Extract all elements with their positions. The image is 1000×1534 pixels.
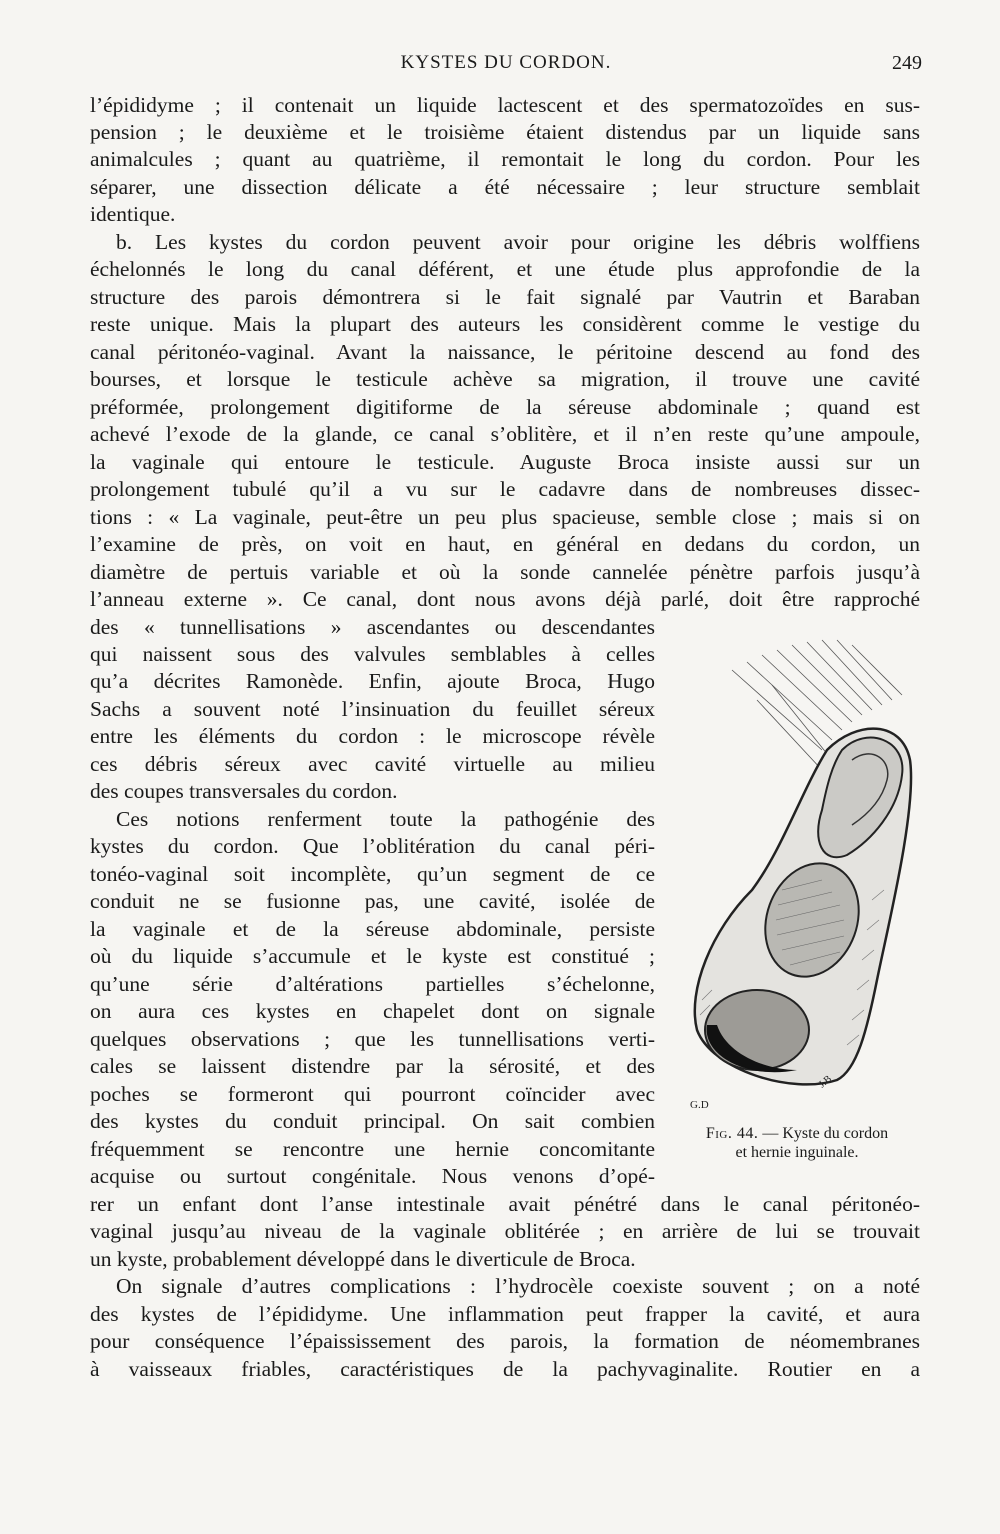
text-line: achevé l’exode de la glande, ce canal s’oblitère, et il n’en reste qu’une ampoule, — [90, 422, 920, 446]
text-line: entre les éléments du cordon : le microscope révèle — [90, 724, 655, 748]
text-line: préformée, prolongement digitiforme de la séreuse abdominale ; quand est — [90, 395, 920, 419]
text-line: qui naissent sous des valvules semblables à celles — [90, 642, 655, 666]
page-number: 249 — [892, 52, 922, 74]
text-line: un kyste, probablement développé dans le diverticule de Broca. — [90, 1247, 636, 1271]
text-line: pour conséquence l’épaississement des parois, la formation de néomembranes — [90, 1329, 920, 1353]
text-line: animalcules ; quant au quatrième, il remontait le long du cordon. Pour les — [90, 147, 920, 171]
text-line: fréquemment se rencontre une hernie concomitante — [90, 1137, 655, 1161]
text-line: Ces notions renferment toute la pathogénie des — [116, 807, 655, 831]
running-header — [90, 52, 922, 82]
text-line: kystes du cordon. Que l’oblitération du canal péri- — [90, 834, 655, 858]
text-line: des kystes du conduit principal. On sait combien — [90, 1109, 655, 1133]
text-line: pension ; le deuxième et le troisième étaient distendus par un liquide sans — [90, 120, 920, 144]
cyst-hernia-illustration — [672, 600, 922, 1111]
signature-right: J.B — [816, 1073, 834, 1091]
text-line: échelonnés le long du canal déférent, et une étude plus approfondie de la — [90, 257, 920, 281]
figure-caption — [672, 1124, 922, 1162]
text-line: vaginal jusqu’au niveau de la vaginale oblitérée ; en arrière de lui se trouvait — [90, 1219, 920, 1243]
text-line: identique. — [90, 202, 176, 226]
text-line: la vaginale qui entoure le testicule. Auguste Broca insiste aussi sur un — [90, 450, 920, 474]
caption-text-1: — Kyste du cordon — [758, 1125, 889, 1142]
text-line: séparer, une dissection délicate a été nécessaire ; leur structure semblait — [90, 175, 920, 199]
text-line: canal péritonéo-vaginal. Avant la naissance, le péritoine descend au fond des — [90, 340, 920, 364]
text-line: des coupes transversales du cordon. — [90, 779, 398, 803]
text-line: b. Les kystes du cordon peuvent avoir pour origine les débris wolffiens — [116, 230, 920, 254]
text-line: on aura ces kystes en chapelet dont on signale — [90, 999, 655, 1023]
caption-label: Fig. 44. — [705, 1125, 759, 1142]
text-line: tonéo-vaginal soit incomplète, qu’un segment de ce — [90, 862, 655, 886]
caption-line-1 — [672, 1124, 922, 1143]
text-line: bourses, et lorsque le testicule achève sa migration, il trouve une cavité — [90, 367, 920, 391]
text-line: la vaginale et de la séreuse abdominale, persiste — [90, 917, 655, 941]
text-line: structure des parois démontrera si le fait signalé par Vautrin et Baraban — [90, 285, 920, 309]
text-line: Sachs a souvent noté l’insinuation du feuillet séreux — [90, 697, 655, 721]
text-line: poches se formeront qui pourront coïncider avec — [90, 1082, 655, 1106]
signature-left: G.D — [690, 1099, 709, 1111]
text-line: tions : « La vaginale, peut-être un peu plus spacieuse, semble close ; mais si on — [90, 505, 920, 529]
text-line: reste unique. Mais la plupart des auteurs les considèrent comme le vestige du — [90, 312, 920, 336]
anatomical-figure — [672, 600, 922, 1111]
text-line: acquise ou surtout congénitale. Nous venons d’opé- — [90, 1164, 655, 1188]
text-line: à vaisseaux friables, caractéristiques de la pachyvaginalite. Routier en a — [90, 1357, 920, 1381]
caption-line-2: et hernie inguinale. — [735, 1144, 859, 1161]
text-line: l’anneau externe ». Ce canal, dont nous avons déjà parlé, doit être rapproché — [90, 587, 920, 611]
text-line: On signale d’autres complications : l’hydrocèle coexiste souvent ; on a noté — [116, 1274, 920, 1298]
running-title: KYSTES DU CORDON. — [400, 52, 612, 73]
testicle — [705, 990, 809, 1070]
text-line: ces débris séreux avec cavité virtuelle au milieu — [90, 752, 655, 776]
text-line: l’épididyme ; il contenait un liquide lactescent et des spermatozoïdes en sus- — [90, 93, 920, 117]
text-line: qu’une série d’altérations partielles s’échelonne, — [90, 972, 655, 996]
text-line: cales se laissent distendre par la sérosité, et des — [90, 1054, 655, 1078]
text-line: conduit ne se fusionne pas, une cavité, isolée de — [90, 889, 655, 913]
text-line: qu’a décrites Ramonède. Enfin, ajoute Broca, Hugo — [90, 669, 655, 693]
text-line: des kystes de l’épididyme. Une inflammation peut frapper la cavité, et aura — [90, 1302, 920, 1326]
text-line: quelques observations ; que les tunnellisations verti- — [90, 1027, 655, 1051]
text-line: diamètre de pertuis variable et où la sonde cannelée pénètre parfois jusqu’à — [90, 560, 920, 584]
text-line: où du liquide s’accumule et le kyste est constitué ; — [90, 944, 655, 968]
text-line: rer un enfant dont l’anse intestinale avait pénétré dans le canal péritonéo- — [90, 1192, 920, 1216]
text-line: des « tunnellisations » ascendantes ou descendantes — [90, 615, 655, 639]
text-line: prolongement tubulé qu’il a vu sur le cadavre dans de nombreuses dissec- — [90, 477, 920, 501]
text-line: l’examine de près, on voit en haut, en général en dedans du cordon, un — [90, 532, 920, 556]
